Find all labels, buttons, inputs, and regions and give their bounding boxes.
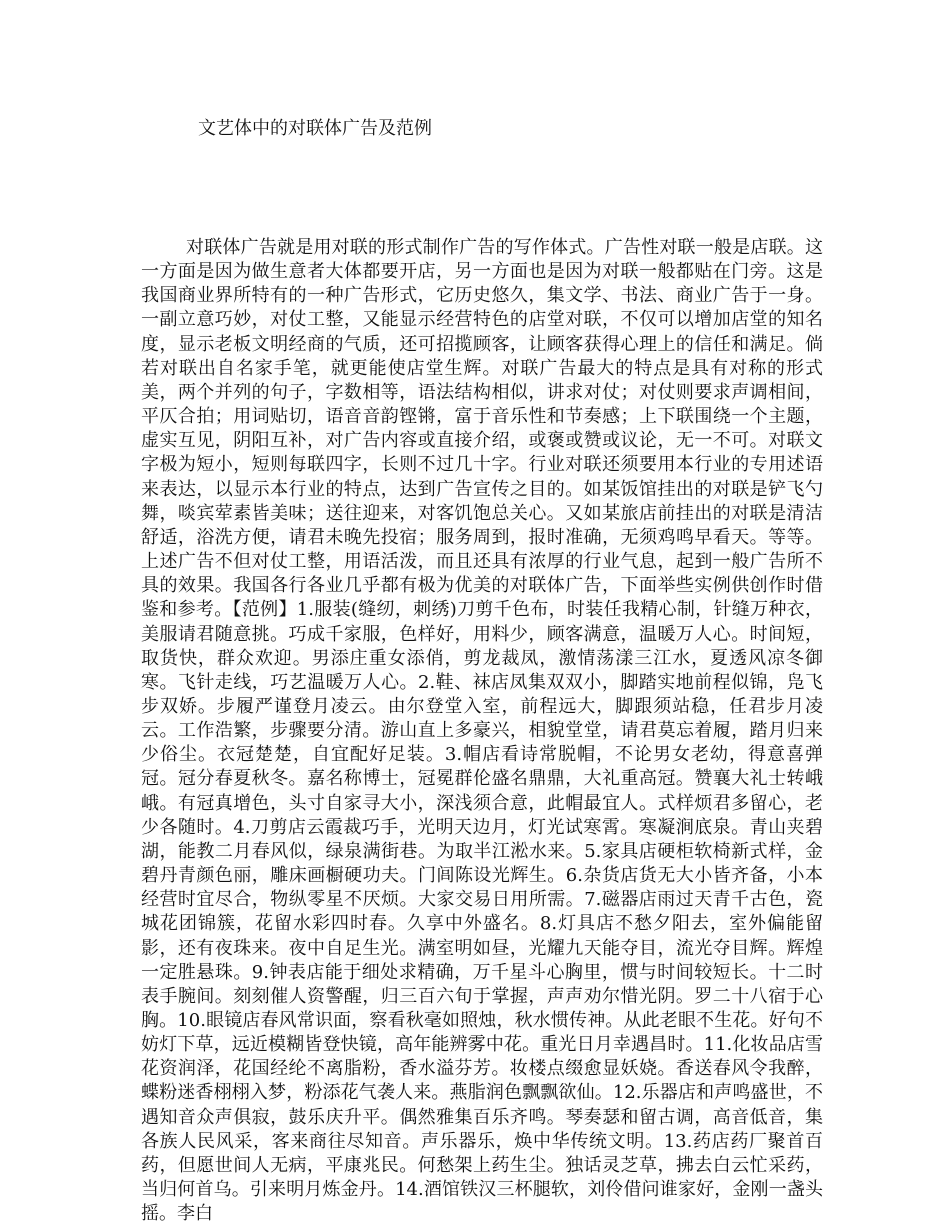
document-body-paragraph: 对联体广告就是用对联的形式制作广告的写作体式。广告性对联一般是店联。这一方面是因为做生意者大体都要开店，另一方面也是因为对联一般都贴在门旁。这是我国商业界所特有的一种广告形式，它历史悠久，集文学、书法、商业广告于一身。一副立意巧妙，对仗工整，又能显示经营特色的店堂对联，不仅可以增加店堂的知名度，显示老板文明经商的气质，还可招揽顾客，让顾客获得心理上的信任和满足。倘若对联出自名家手笔，就更能使店堂生辉。对联广告最大的特点是具有对称的形式美，两个并列的句子，字数相等，语法结构相似，讲求对仗；对仗则要求声调相间，平仄合拍；用词贴切，语音音韵铿锵，富于音乐性和节奏感；上下联围绕一个主题，虚实互见，阴阳互补，对广告内容或直接介绍，或褒或赞或议论，无一不可。对联文字极为短小，短则每联四字，长则不过几十字。行业对联还须要用本行业的专用述语来表达，以显示本行业的特点，达到广告宣传之目的。如某饭馆挂出的对联是铲飞勺舞，啖宾荤素皆美味；送往迎来，对客饥饱总关心。又如某旅店前挂出的对联是清洁舒适，浴洗方便，请君未晚先投宿；服务周到，报时准确，无须鸡鸣早看天。等等。上述广告不但对仗工整，用语活泼，而且还具有浓厚的行业气息，起到一般广告所不具的效果。我国各行各业几乎都有极为优美的对联体广告，下面举些实例供创作时借鉴和参考。【范例】1.服装(缝纫，刺绣)刀剪千色布，时装任我精心制，针缝万种衣，美服请君随意挑。巧成千家服，色样好，用料少，顾客满意，温暖万人心。时间短，取货快，群众欢迎。男添庄重女添俏，剪龙裁凤，激情荡漾三江水，夏透风凉冬御寒。飞针走线，巧艺温暖万人心。2.鞋、袜店凤集双双小，脚踏实地前程似锦，凫飞步双娇。步履严谨登月凌云。由尔登堂入室，前程远大，脚跟须站稳，任君步月凌云。工作浩繁，步骤要分清。游山直上多豪兴，相貌堂堂，请君莫忘着履，踏月归来少俗尘。衣冠楚楚，自宜配好足装。3.帽店看诗常脱帽，不论男女老幼，得意喜弹冠。冠分春夏秋冬。嘉名称博士，冠冕群伦盛名鼎鼎，大礼重高冠。赞襄大礼士转峨峨。有冠真增色，头寸自家寻大小，深浅须合意，此帽最宜人。式样烦君多留心，老少各随时。4.刀剪店云霞裁巧手，光明天边月，灯光试寒霄。寒凝涧底泉。青山夹碧湖，能教二月春风似，绿泉满街巷。为取半江淞水来。5.家具店硬柜软椅新式样，金碧丹青颜色丽，雕床画橱硬功夫。门闾陈设光辉生。6.杂货店货无大小皆齐备，小本经营时宜尽合，物纵零星不厌烦。大家交易日用所需。7.磁器店雨过天青千古色，瓷城花团锦簇，花留水彩四时春。久享中外盛名。8.灯具店不愁夕阳去，室外偏能留影，还有夜珠来。夜中自足生光。满室明如昼，光耀九天能夺目，流光夺目辉。辉煌一定胜悬珠。9.钟表店能于细处求精确，万千星斗心胸里，惯与时间较短长。十二时表手腕间。刻刻催人资警醒，归三百六旬于掌握，声声劝尔惜光阴。罗二十八宿于心胸。10.眼镜店春风常识面，察看秋毫如照烛，秋水惯传神。从此老眼不生花。好句不妨灯下草，远近模糊皆登快镜，高年能辨雾中花。重光日月幸遇昌时。11.化妆品店雪花资润泽，花国经纶不离脂粉，香水溢芬芳。妆楼点缀愈显妖娆。香送春风令我醉，蝶粉迷香栩栩入梦，粉添花气袭人来。燕脂润色飘飘欲仙。12.乐器店和声鸣盛世，不遇知音众声俱寂，鼓乐庆升平。偶然雅集百乐齐鸣。琴奏瑟和留古调，高音低音，集各族人民风采，客来商往尽知音。声乐器乐，焕中华传统文明。13.药店药厂聚首百药，但愿世间人无病，平康兆民。何愁架上药生尘。独话灵芝草，拂去白云忙采药，当归何首乌。引来明月炼金丹。14.酒馆铁汉三杯腿软，刘伶借问谁家好，金刚一盏头摇。李白 [141, 237, 823, 1225]
document-title: 文艺体中的对联体广告及范例 [198, 118, 432, 139]
